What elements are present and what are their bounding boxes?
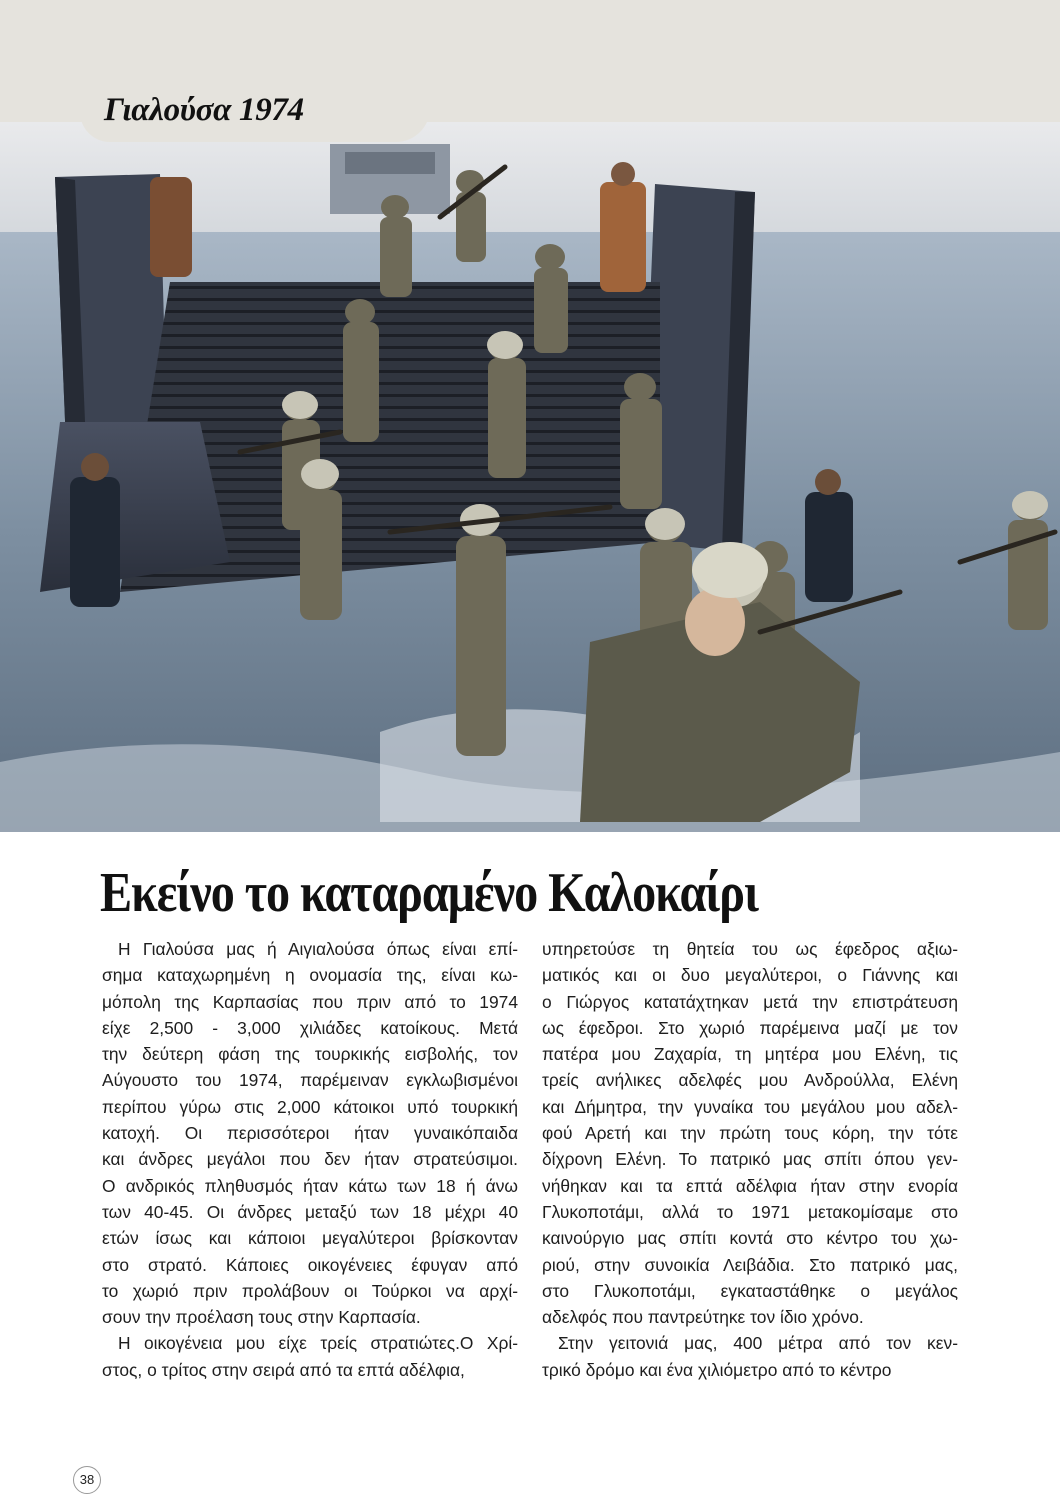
text-line: μόπολη της Καρπασίας που πριν από το 1974: [102, 991, 518, 1012]
text-line: στο Γλυκοποτάμι, εγκαταστάθηκε ο μεγάλος: [542, 1280, 958, 1301]
text-line: Ο ανδρικός πληθυσμός ήταν κάτω των 18 ή άνω: [102, 1175, 518, 1196]
article-column-right: [542, 936, 958, 1383]
text-line: περίπου γύρω στις 2,000 κάτοικοι υπό τουρκική: [102, 1096, 518, 1117]
section-title-tab: [80, 80, 430, 142]
text-line: ετών ίσως και κάποιοι μεγαλύτεροι βρίσκονταν: [102, 1228, 518, 1249]
text-line: ως έφεδροι. Στο χωριό παρέμεινα μαζί με τον: [542, 1017, 958, 1038]
text-line: Η Γιαλούσα μας ή Αιγιαλούσα όπως είναι επί-: [118, 939, 518, 959]
text-line: πατέρα μου Ζαχαρία, τη μητέρα μου Ελένη, τις: [542, 1044, 958, 1065]
text-line: των 40-45. Οι άνδρες μεταξύ των 18 μέχρι 40: [102, 1201, 518, 1222]
text-line: Η οικογένεια μου είχε τρείς στρατιώτες.Ο Χρί-: [118, 1333, 518, 1354]
page-number: 38: [73, 1466, 101, 1494]
text-line: καινούργιο μας σπίτι κοντά στο κέντρο του χω-: [542, 1228, 958, 1249]
text-line: σημα καταχωρημένη η ονομασία της, είναι κω-: [102, 965, 518, 986]
text-line: Γλυκοποτάμι, αλλά το 1971 μετακομίσαμε στο: [542, 1201, 958, 1222]
text-line: φού Αρετή και την πρώτη τους κόρη, την τότε: [542, 1123, 958, 1144]
text-line: ο Γιώργος κατατάχτηκαν μετά την επιστράτευση: [542, 991, 958, 1012]
text-line: δίχρονη Ελένη. Το πατρικό μας σπίτι όπου γεν-: [542, 1149, 958, 1170]
text-line: σουν την προέλαση τους στην Καρπασία.: [102, 1307, 421, 1328]
text-line: Αύγουστο του 1974, παρέμειναν εγκλωβισμένοι: [102, 1070, 518, 1091]
text-line: στος, ο τρίτος στην σειρά από τα επτά αδέλφια,: [102, 1359, 465, 1380]
text-line: υπηρετούσε τη θητεία του ως έφεδρος αξιω-: [542, 939, 958, 959]
text-line: ριού, στην συνοικία Λειβάδια. Στο πατρικό μας,: [542, 1254, 958, 1275]
text-line: τρικό δρόμο και ένα χιλιόμετρο από το κέντρο: [542, 1359, 892, 1380]
section-title: Γιαλούσα 1974: [104, 92, 304, 128]
text-line: νήθηκαν και τα επτά αδέλφια ήταν στην ενορία: [542, 1175, 958, 1196]
landing-craft-soldiers-photo: [0, 122, 1060, 832]
text-line: αδελφός που παντρεύτηκε τον ίδιο χρόνο.: [542, 1307, 864, 1328]
text-line: στο στρατό. Κάποιες οικογένειες έφυγαν από: [102, 1254, 518, 1275]
text-line: κατοχή. Οι περισσότεροι ήταν γυναικόπαιδα: [102, 1123, 518, 1144]
article-headline: Εκείνο το καταραμένο Καλοκαίρι: [100, 862, 758, 924]
text-line: την δεύτερη φάση της τουρκικής εισβολής, τον: [102, 1044, 518, 1065]
text-line: τρείς ανήλικες αδελφές μου Ανδρούλλα, Ελένη: [542, 1070, 958, 1091]
text-line: είχε 2,500 - 3,000 χιλιάδες κατοίκους. Μετά: [102, 1017, 518, 1038]
text-line: ματικός και οι δυο μεγαλύτεροι, ο Γιάννης και: [542, 965, 958, 986]
text-line: και Δήμητρα, την γυναίκα του μεγάλου μου αδελ-: [542, 1096, 958, 1117]
article-column-left: [102, 936, 518, 1383]
text-line: το χωριό πριν προλάβουν οι Τούρκοι να αρχί-: [102, 1280, 518, 1301]
text-line: και άνδρες μεγάλοι που δεν ήταν στρατεύσιμοι.: [102, 1149, 518, 1170]
landing-photo: [0, 122, 1060, 832]
text-line: Στην γειτονιά μας, 400 μέτρα από τον κεν-: [558, 1333, 958, 1354]
